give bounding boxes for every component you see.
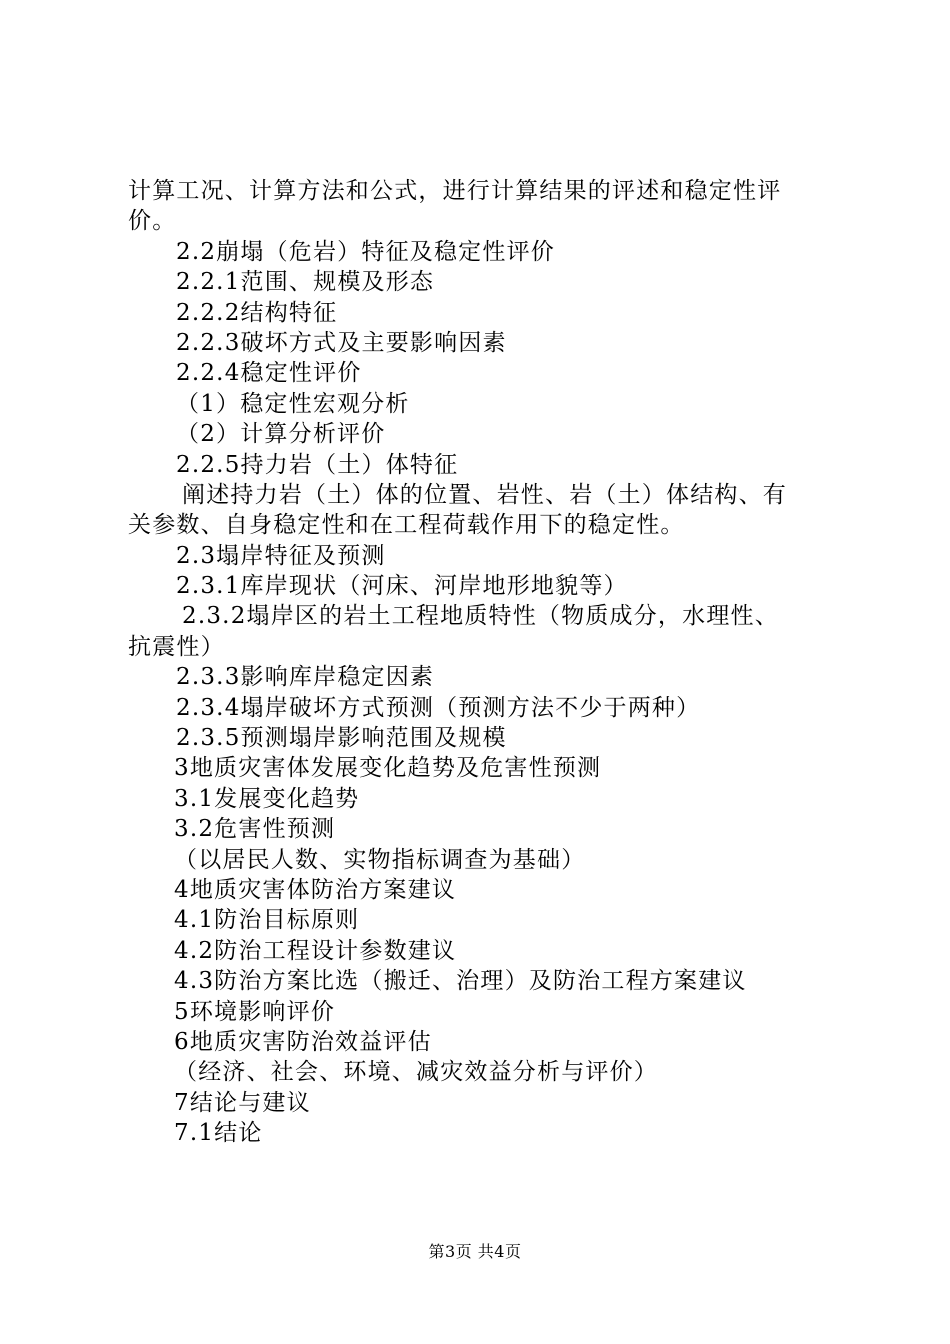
section-heading-2-3-4: 2.3.4塌岸破坏方式预测（预测方法不少于两种） bbox=[176, 694, 701, 721]
page-number-footer: 第3页 共4页 bbox=[428, 1242, 522, 1261]
section-heading-2-2: 2.2崩塌（危岩）特征及稳定性评价 bbox=[176, 238, 555, 265]
list-item: （1）稳定性宏观分析 bbox=[176, 390, 410, 417]
section-heading-2-2-2: 2.2.2结构特征 bbox=[176, 299, 338, 326]
section-heading-2-3-5: 2.3.5预测塌岸影响范围及规模 bbox=[176, 725, 507, 752]
section-heading-2-3-3: 2.3.3影响库岸稳定因素 bbox=[176, 664, 435, 691]
paragraph-line: 价。 bbox=[128, 208, 177, 235]
section-heading-5: 5环境影响评价 bbox=[174, 998, 336, 1025]
note-line: （经济、社会、环境、减灾效益分析与评价） bbox=[174, 1059, 658, 1086]
document-body bbox=[128, 176, 840, 1149]
section-heading-2-2-4: 2.2.4稳定性评价 bbox=[176, 360, 362, 387]
section-heading-6: 6地质灾害防治效益评估 bbox=[174, 1028, 432, 1055]
section-heading-4: 4地质灾害体防治方案建议 bbox=[174, 876, 457, 903]
section-heading-4-2: 4.2防治工程设计参数建议 bbox=[174, 937, 457, 964]
section-heading-2-3-1: 2.3.1库岸现状（河床、河岸地形地貌等） bbox=[176, 573, 628, 600]
section-heading-3-2: 3.2危害性预测 bbox=[174, 816, 336, 843]
section-heading-7-1: 7.1结论 bbox=[174, 1120, 263, 1147]
paragraph-line: 抗震性） bbox=[128, 633, 225, 660]
section-heading-4-3: 4.3防治方案比选（搬迁、治理）及防治工程方案建议 bbox=[174, 968, 747, 995]
section-heading-2-3: 2.3塌岸特征及预测 bbox=[176, 542, 386, 569]
section-heading-2-2-5: 2.2.5持力岩（土）体特征 bbox=[176, 451, 459, 478]
section-heading-3-1: 3.1发展变化趋势 bbox=[174, 785, 360, 812]
section-heading-4-1: 4.1防治目标原则 bbox=[174, 907, 360, 934]
paragraph-line: 关参数、自身稳定性和在工程荷载作用下的稳定性。 bbox=[128, 512, 685, 539]
section-heading-2-2-3: 2.2.3破坏方式及主要影响因素 bbox=[176, 329, 507, 356]
section-heading-2-2-1: 2.2.1范围、规模及形态 bbox=[176, 269, 435, 296]
section-heading-3: 3地质灾害体发展变化趋势及危害性预测 bbox=[174, 755, 602, 782]
note-line: （以居民人数、实物指标调查为基础） bbox=[174, 846, 586, 873]
paragraph-line: 阐述持力岩（土）体的位置、岩性、岩（土）体结构、有 bbox=[182, 481, 787, 508]
list-item: （2）计算分析评价 bbox=[176, 421, 386, 448]
section-heading-2-3-2: 2.3.2塌岸区的岩土工程地质特性（物质成分，水理性、 bbox=[182, 603, 779, 630]
section-heading-7: 7结论与建议 bbox=[174, 1089, 311, 1116]
paragraph-line: 计算工况、计算方法和公式，进行计算结果的评述和稳定性评 bbox=[128, 178, 782, 204]
